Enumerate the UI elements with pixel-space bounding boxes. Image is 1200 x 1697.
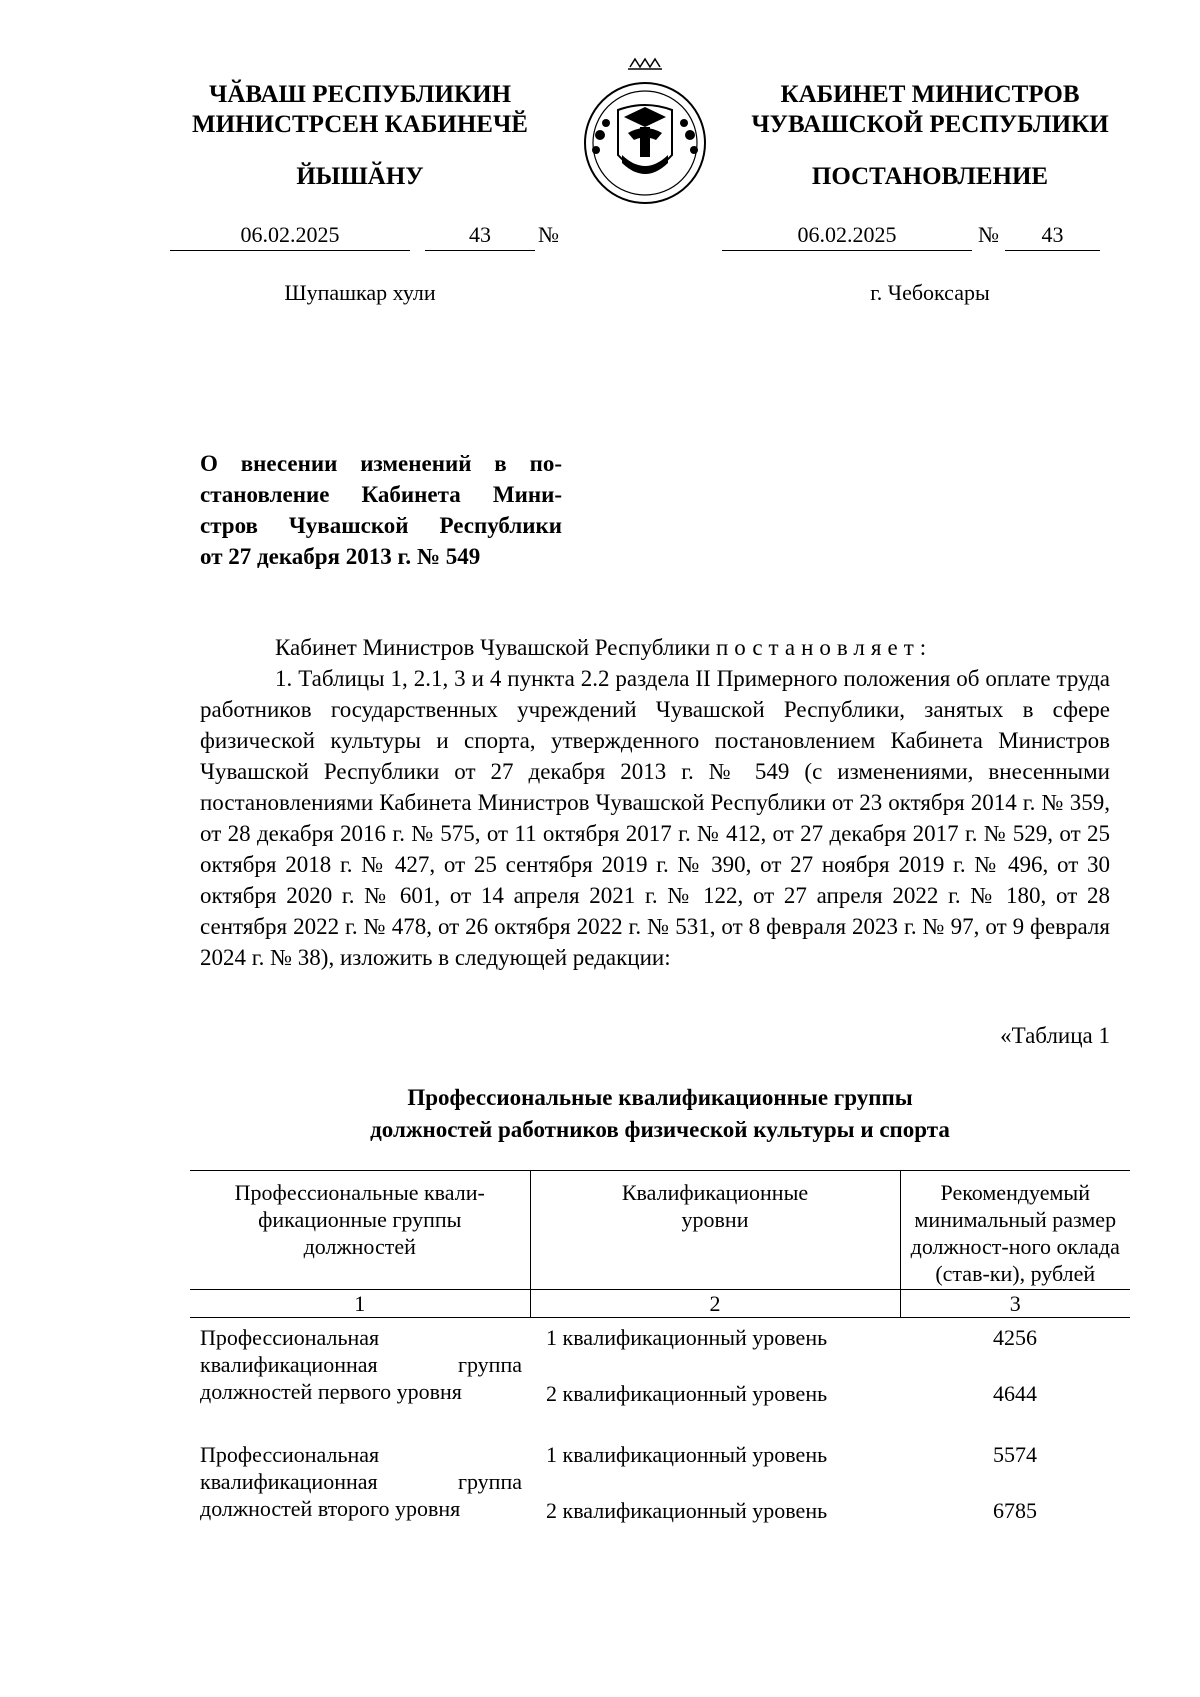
right-org-line1: КАБИНЕТ МИНИСТРОВ [780, 81, 1080, 108]
right-date: 06.02.2025 [722, 222, 972, 251]
salary-value: 4256 [993, 1325, 1037, 1350]
title-line4: от 27 декабря 2013 г. № 549 [200, 544, 481, 569]
right-city: г. Чебоксары [870, 280, 990, 305]
left-doc-type: ЙЫШӐНУ [296, 163, 424, 190]
right-org-line2: ЧУВАШСКОЙ РЕСПУБЛИКИ [751, 111, 1109, 138]
paragraph-1: 1. Таблицы 1, 2.1, 3 и 4 пункта 2.2 раздела II Примерного положения об оплате труда работников государственных учреждений Чувашской Республики, занятых в сфере физической культуры и спорта, утвержденного постановлением Кабинета Министров Чувашской Республики от 27 декабря 2013 г. № 549 (с изменениями, внесенными постановлениями Кабинета Министров Чувашской Республики от 23 октября 2014 г. № 359, от 28 декабря 2016 г. № 575, от 11 октября 2017 г. № 412, от 27 декабря 2017 г. № 529, от 25 октября 2018 г. № 427, от 25 сентября 2019 г. № 390, от 27 ноября 2019 г. № 496, от 30 октября 2020 г. № 601, от 14 апреля 2021 г. № 122, от 27 апреля 2022 г. № 180, от 28 сентября 2022 г. № 478, от 26 октября 2022 г. № 531, от 8 февраля 2023 г. № 97, от 9 февраля 2024 г. № 38), изложить в следующей редакции: [200, 666, 1110, 970]
right-number: 43 [1005, 222, 1100, 251]
group-name: Профессиональная квалификационная группа должностей второго уровня [200, 1442, 522, 1521]
left-number: 43 [425, 222, 535, 251]
table-colnum-2: 2 [530, 1290, 900, 1318]
title-line3: стров Чувашской Республики [200, 513, 562, 538]
table-title-line2: должностей работников физической культуры и спорта [370, 1117, 950, 1142]
title-line2: становление Кабинета Мини- [200, 482, 562, 507]
level-name: 1 квалификационный уровень [546, 1442, 828, 1467]
table-row [190, 1435, 1130, 1491]
intro-line [275, 632, 1135, 663]
level-name: 2 квалификационный уровень [546, 1381, 828, 1406]
left-number-sign: № [538, 222, 559, 247]
table-row [190, 1318, 1130, 1375]
table-header-groups: Профессиональные квали-фикационные группы должностей [190, 1171, 530, 1290]
salary-value: 4644 [993, 1381, 1037, 1406]
right-number-sign: № [978, 222, 999, 247]
title-line1: О внесении изменений в по- [200, 451, 562, 476]
qualification-table [190, 1170, 1130, 1524]
left-date: 06.02.2025 [170, 222, 410, 251]
right-org-name [730, 80, 1130, 140]
salary-value: 5574 [993, 1442, 1037, 1467]
chuvash-coat-of-arms-icon [578, 55, 713, 205]
document-title [200, 448, 562, 572]
right-doc-type: ПОСТАНОВЛЕНИЕ [811, 163, 1049, 190]
intro-verb: постановляет: [715, 635, 933, 660]
table-colnum-3: 3 [900, 1290, 1130, 1318]
level-name: 1 квалификационный уровень [546, 1325, 828, 1350]
left-org-name [160, 80, 560, 140]
left-org-line2: МИНИСТРСЕН КАБИНЕЧӖ [192, 111, 528, 138]
level-name: 2 квалификационный уровень [546, 1498, 828, 1523]
table-header-levels: Квалификационные уровни [530, 1171, 900, 1290]
coat-of-arms [578, 55, 713, 205]
salary-value: 6785 [993, 1498, 1037, 1523]
intro-lead: Кабинет Министров Чувашской Республики [275, 635, 716, 660]
table-colnum-1: 1 [190, 1290, 530, 1318]
table-label: «Таблица 1 [1000, 1023, 1110, 1048]
table-header-salary: Рекомендуемый минимальный размер должност-ного оклада (став-ки), рублей [900, 1171, 1130, 1290]
table-title [190, 1082, 1130, 1146]
left-org-line1: ЧӐВАШ РЕСПУБЛИКИН [208, 81, 512, 108]
left-city: Шупашкар хули [284, 280, 436, 305]
table-title-line1: Профессиональные квалификационные группы [407, 1085, 913, 1110]
group-name: Профессиональная квалификационная группа должностей первого уровня [200, 1325, 522, 1404]
